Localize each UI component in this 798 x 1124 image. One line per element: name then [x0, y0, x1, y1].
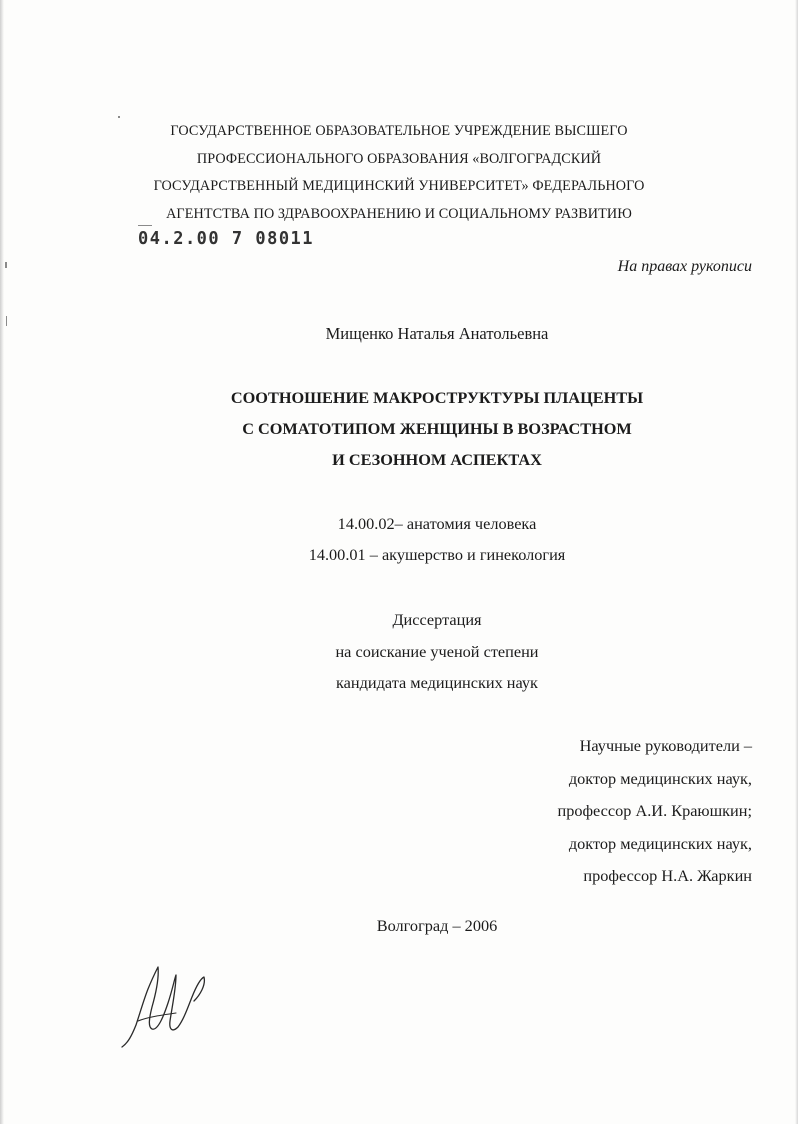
- advisor-line: Научные руководители –: [579, 736, 752, 755]
- advisor-line: доктор медицинских наук,: [568, 768, 752, 788]
- advisor-line: профессор А.И. Краюшкин;: [557, 801, 752, 820]
- specialty-line: 14.00.01 – акушерство и гинекология: [308, 545, 566, 564]
- dissertation-title: [38, 382, 798, 475]
- specialty-codes: [38, 508, 798, 570]
- title-line: С СОМАТОТИПОМ ЖЕНЩИНЫ В ВОЗРАСТНОМ: [242, 419, 632, 438]
- institution-line: ГОСУДАРСТВЕННЫЙ МЕДИЦИНСКИЙ УНИВЕРСИТЕТ» ФЕДЕРАЛЬНОГО: [153, 178, 645, 194]
- advisor-line: профессор Н.А. Жаркин: [583, 866, 752, 885]
- author-name: Мищенко Наталья Анатольевна: [325, 324, 549, 343]
- specialty-line: 14.00.02– анатомия человека: [337, 514, 537, 533]
- scan-speck: [5, 262, 7, 268]
- degree-statement: [38, 604, 798, 699]
- scan-speck: [6, 316, 7, 326]
- title-line: СООТНОШЕНИЕ МАКРОСТРУКТУРЫ ПЛАЦЕНТЫ: [230, 388, 644, 407]
- scientific-advisors: [558, 730, 753, 893]
- degree-line: Диссертация: [392, 610, 482, 629]
- institution-line: АГЕНТСТВА ПО ЗДРАВООХРАНЕНИЮ И СОЦИАЛЬНОМУ РАЗВИТИЮ: [166, 205, 632, 222]
- rights-note: На правах рукописи: [617, 258, 752, 275]
- city-year: Волгоград – 2006: [376, 916, 498, 935]
- title-line: И СЕЗОННОМ АСПЕКТАХ: [332, 450, 542, 469]
- handwritten-signature: [118, 955, 228, 1055]
- stamp-code: 04.2.00 7 08011: [138, 228, 315, 250]
- degree-line: кандидата медицинских наук: [336, 673, 538, 692]
- institution-header: [0, 118, 798, 228]
- advisor-line: доктор медицинских наук,: [568, 833, 752, 853]
- degree-line: на соискание ученой степени: [335, 641, 539, 661]
- institution-line: ПРОФЕССИОНАЛЬНОГО ОБРАЗОВАНИЯ «ВОЛГОГРАДСКИЙ: [196, 150, 602, 167]
- institution-line: ГОСУДАРСТВЕННОЕ ОБРАЗОВАТЕЛЬНОЕ УЧРЕЖДЕНИЕ ВЫСШЕГО: [170, 123, 628, 139]
